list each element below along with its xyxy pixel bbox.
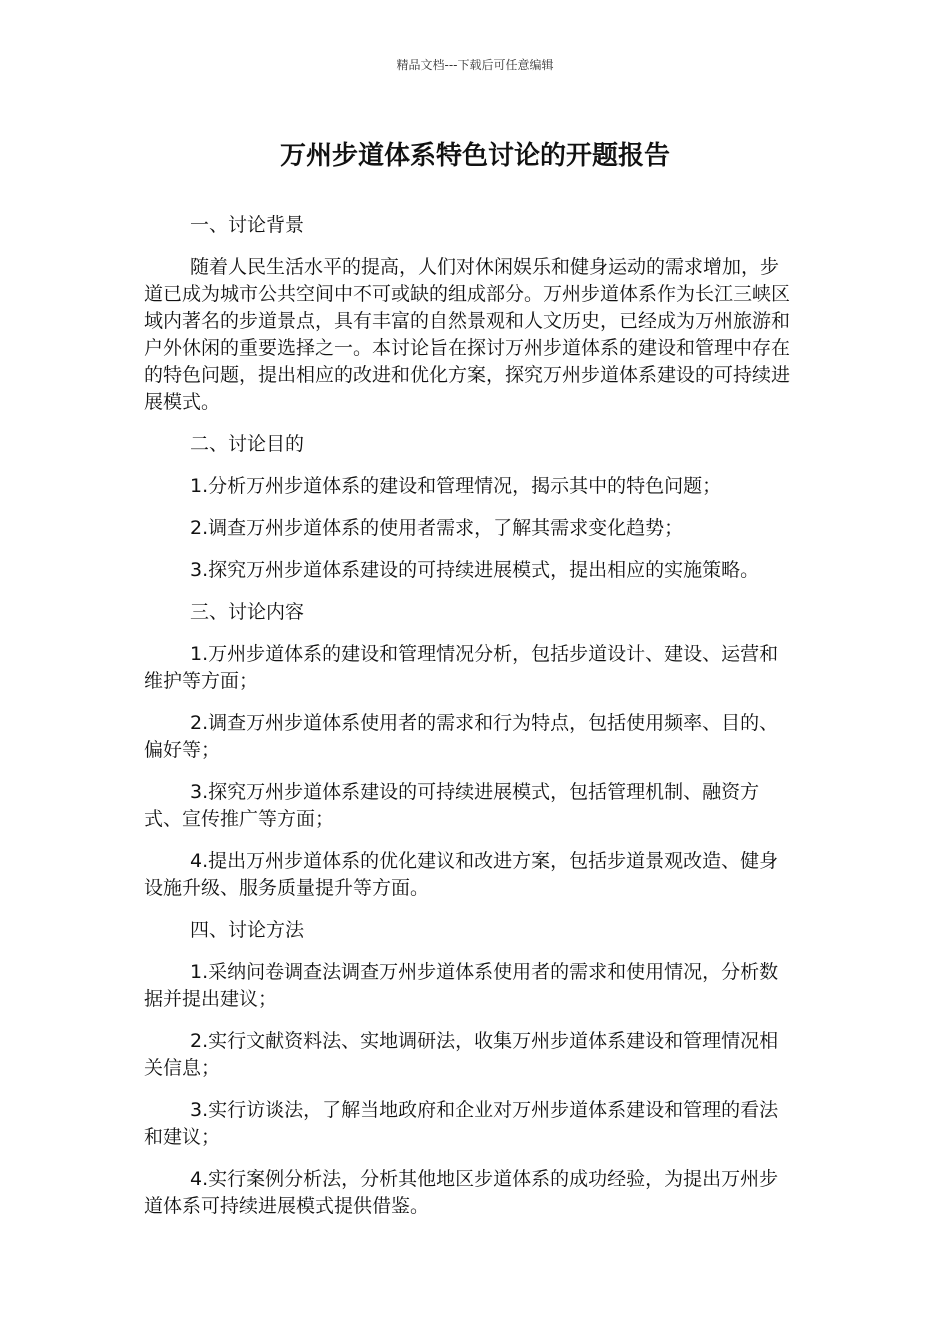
section-background (144, 212, 796, 416)
page-header: 精品文档---下载后可任意编辑 (396, 58, 554, 72)
list-item: 4.提出万州步道体系的优化建议和改进方案，包括步道景观改造、健身设施升级、服务质量提升等方面。 (144, 850, 779, 899)
list-item: 1.分析万州步道体系的建设和管理情况，揭示其中的特色问题； (190, 475, 722, 497)
section-methods (144, 917, 796, 1220)
list-item: 3.探究万州步道体系建设的可持续进展模式，包括管理机制、融资方式、宣传推广等方面； (144, 781, 760, 830)
section-heading: 四、讨论方法 (190, 919, 305, 941)
list-item: 3.实行访谈法，了解当地政府和企业对万州步道体系建设和管理的看法和建议； (144, 1099, 779, 1148)
list-item: 3.探究万州步道体系建设的可持续进展模式，提出相应的实施策略。 (190, 559, 760, 581)
section-heading: 三、讨论内容 (190, 601, 305, 623)
paragraph: 随着人民生活水平的提高，人们对休闲娱乐和健身运动的需求增加，步道已成为城市公共空间中不可或缺的组成部分。万州步道体系作为长江三峡区域内著名的步道景点，具有丰富的自然景观和人文历史，已经成为万州旅游和户外休闲的重要选择之一。本讨论旨在探讨万州步道体系的建设和管理中存在的特色问题，提出相应的改进和优化方案，探究万州步道体系建设的可持续进展模式。 (144, 256, 791, 413)
list-item: 1.采纳问卷调查法调查万州步道体系使用者的需求和使用情况，分析数据并提出建议； (144, 961, 779, 1010)
document-body (144, 212, 796, 1235)
section-heading: 一、讨论背景 (190, 214, 305, 236)
section-purpose (144, 431, 796, 584)
document-title: 万州步道体系特色讨论的开题报告 (279, 141, 670, 171)
section-heading: 二、讨论目的 (190, 433, 305, 455)
list-item: 1.万州步道体系的建设和管理情况分析，包括步道设计、建设、运营和维护等方面； (144, 643, 779, 692)
list-item: 2.调查万州步道体系使用者的需求和行为特点，包括使用频率、目的、偏好等； (144, 712, 779, 761)
list-item: 4.实行案例分析法，分析其他地区步道体系的成功经验，为提出万州步道体系可持续进展模式提供借鉴。 (144, 1168, 779, 1217)
list-item: 2.调查万州步道体系的使用者需求，了解其需求变化趋势； (190, 517, 684, 539)
section-content (144, 599, 796, 902)
list-item: 2.实行文献资料法、实地调研法，收集万州步道体系建设和管理情况相关信息； (144, 1030, 779, 1079)
